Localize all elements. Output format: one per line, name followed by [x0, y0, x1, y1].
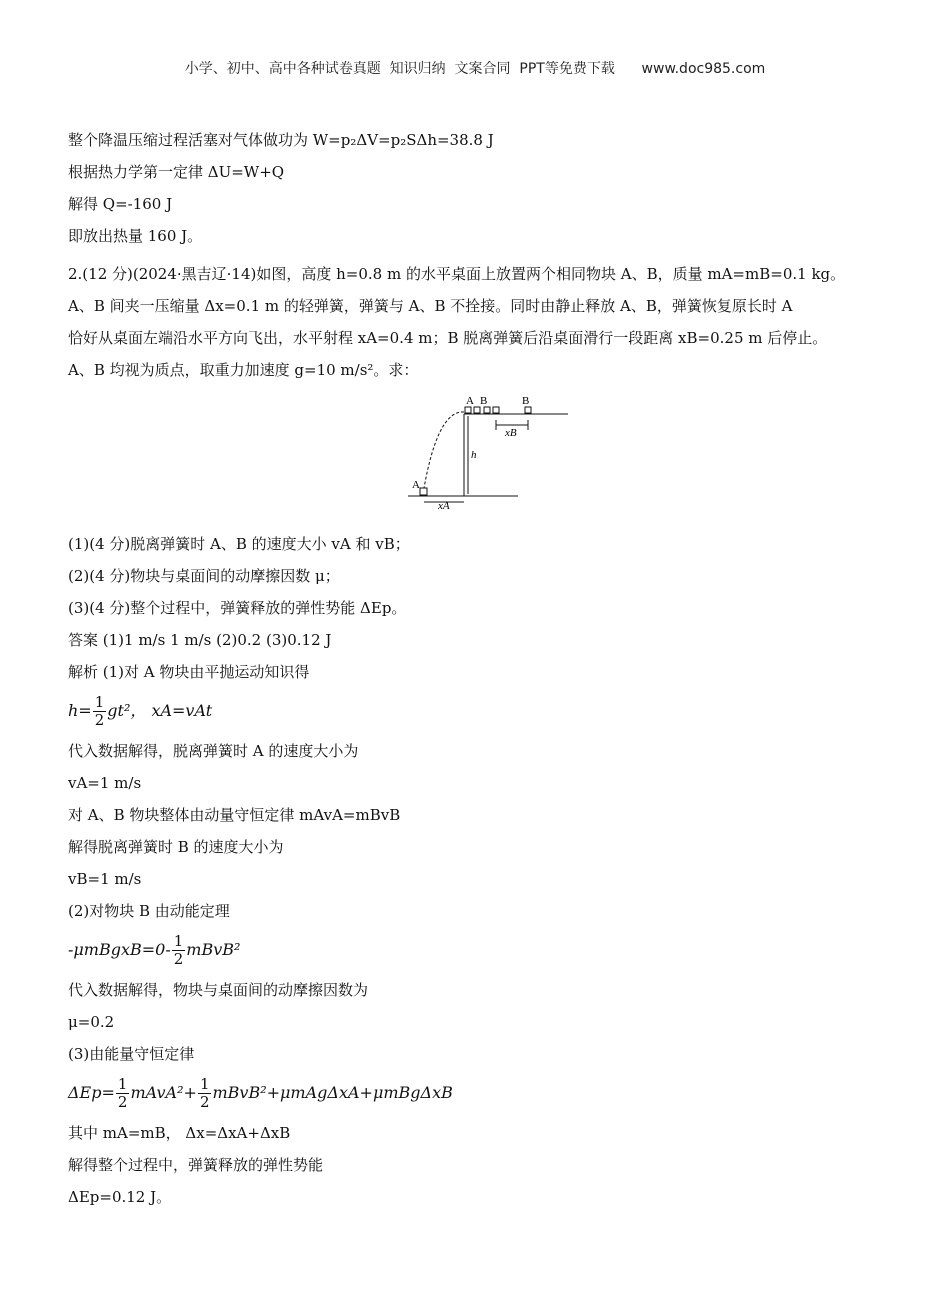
solution-1-momentum: 对 A、B 物块整体由动量守恒定律 mAvA=mBvB — [68, 806, 401, 824]
solution-1-va: vA=1 m/s — [68, 774, 142, 792]
formula-projectile — [68, 694, 898, 729]
label-xa: xA — [438, 500, 450, 510]
formula-part-a: ΔEp= — [68, 1083, 115, 1102]
solution-2-mu: μ=0.2 — [68, 1013, 115, 1031]
fraction-half — [93, 694, 107, 729]
fraction-numerator: 1 — [173, 932, 184, 950]
formula-left: -μmBgxB=0- — [68, 940, 171, 959]
solution-2-substitute: 代入数据解得，物块与桌面间的动摩擦因数为 — [68, 981, 369, 999]
fraction-denominator: 2 — [173, 950, 184, 968]
fraction-half — [116, 1076, 130, 1111]
fraction-numerator: 1 — [117, 1075, 128, 1093]
solution-3-where: 其中 mA=mB， Δx=ΔxA+ΔxB — [68, 1124, 291, 1142]
label-b-end: B — [522, 395, 530, 407]
fraction-half — [172, 933, 186, 968]
answer-line: 答案 (1)1 m/s 1 m/s (2)0.2 (3)0.12 J — [68, 631, 332, 649]
formula-kinetic-energy — [68, 933, 898, 968]
formula-right: mBvB² — [186, 940, 241, 959]
problem-line-2: A、B 间夹一压缩量 Δx=0.1 m 的轻弹簧，弹簧与 A、B 不拴接。同时由静止释放 A、B，弹簧恢复原长时 A — [68, 297, 793, 315]
formula-left: h= — [68, 701, 92, 720]
spring-block — [474, 407, 480, 413]
page-header: 小学、初中、高中各种试卷真题 知识归纳 文案合同 PPT等免费下载 www.doc985.com — [184, 61, 766, 77]
solution-3-result-text: 解得整个过程中，弹簧释放的弹性势能 — [68, 1156, 324, 1174]
fraction-numerator: 1 — [199, 1075, 210, 1093]
text-first-law: 根据热力学第一定律 ΔU=W+Q — [68, 163, 285, 181]
formula-part-b: mAvA²+ — [130, 1083, 197, 1102]
label-b-top: B — [480, 395, 488, 407]
text-work: 整个降温压缩过程活塞对气体做功为 W=p₂ΔV=p₂SΔh=38.8 J — [68, 131, 494, 149]
block-b-release — [493, 407, 499, 413]
table-diagram — [408, 392, 578, 510]
label-a-top: A — [466, 395, 474, 407]
fraction-half — [198, 1076, 212, 1111]
block-b-table — [484, 407, 490, 413]
fraction-numerator: 1 — [94, 693, 105, 711]
fraction-denominator: 2 — [199, 1093, 210, 1111]
label-h: h — [471, 449, 477, 461]
solution-1-vb-text: 解得脱离弹簧时 B 的速度大小为 — [68, 838, 284, 856]
solution-1-intro: 解析 (1)对 A 物块由平抛运动知识得 — [68, 663, 310, 681]
solution-3-result: ΔEp=0.12 J。 — [68, 1188, 172, 1206]
formula-right: gt²， xA=vAt — [107, 701, 213, 720]
formula-part-c: mBvB²+μmAgΔxA+μmBgΔxB — [212, 1083, 453, 1102]
document-body — [68, 130, 898, 1219]
fraction-denominator: 2 — [117, 1093, 128, 1111]
text-release-heat: 即放出热量 160 J。 — [68, 227, 203, 245]
question-2: (2)(4 分)物块与桌面间的动摩擦因数 μ； — [68, 567, 340, 585]
solution-3-intro: (3)由能量守恒定律 — [68, 1045, 195, 1063]
text-solve-q: 解得 Q=-160 J — [68, 195, 173, 213]
question-1: (1)(4 分)脱离弹簧时 A、B 的速度大小 vA 和 vB； — [68, 535, 410, 553]
problem-line-4: A、B 均视为质点，取重力加速度 g=10 m/s²。求： — [68, 361, 419, 379]
block-a-table — [465, 407, 471, 413]
block-b-end — [525, 407, 531, 413]
problem-line-3: 恰好从桌面左端沿水平方向飞出，水平射程 xA=0.4 m；B 脱离弹簧后沿桌面滑行一段距离 xB=0.25 m 后停止。 — [68, 329, 828, 347]
solution-1-substitute: 代入数据解得，脱离弹簧时 A 的速度大小为 — [68, 742, 359, 760]
label-xb: xB — [505, 427, 517, 439]
formula-energy — [68, 1076, 898, 1111]
solution-1-vb: vB=1 m/s — [68, 870, 142, 888]
fraction-denominator: 2 — [94, 711, 105, 729]
label-a-ground: A — [412, 479, 420, 491]
trajectory-curve — [424, 412, 464, 488]
physics-figure — [68, 392, 898, 522]
solution-2-intro: (2)对物块 B 由动能定理 — [68, 902, 230, 920]
problem-line-1: 2.(12 分)(2024·黑吉辽·14)如图，高度 h=0.8 m 的水平桌面上放置两个相同物块 A、B，质量 mA=mB=0.1 kg。 — [68, 265, 846, 283]
block-a-ground — [420, 488, 427, 495]
question-3: (3)(4 分)整个过程中，弹簧释放的弹性势能 ΔEp。 — [68, 599, 407, 617]
